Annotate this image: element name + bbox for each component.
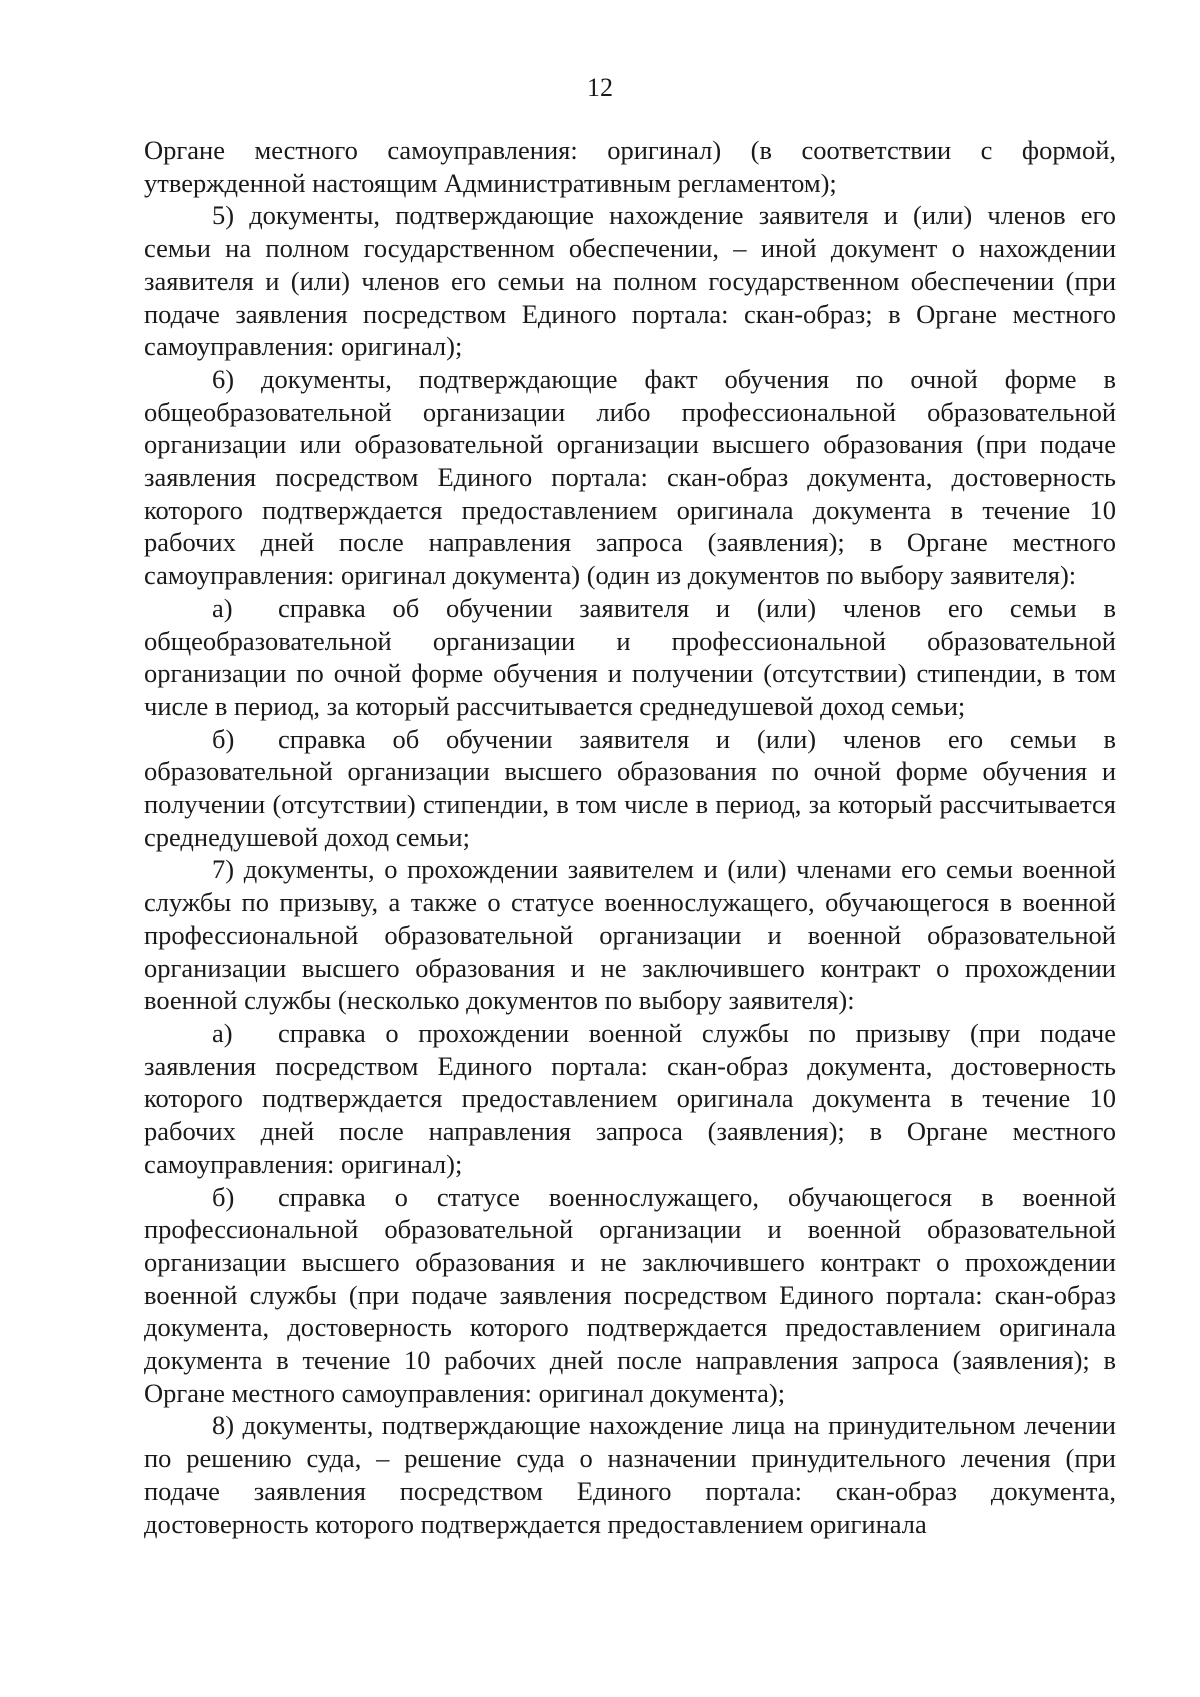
subitem-text: справка об обучении заявителя и (или) членов его семьи в общеобразовательной организации и профессиональной образовательной организации по очной форме обучения и получении (отсутствии) стипендии, в том числе в период, за который рассчитывается среднедушевой доход семьи; xyxy=(144,592,1116,721)
paragraph-item-8 xyxy=(144,1409,1116,1540)
subitem-text: справка о статусе военнослужащего, обучающегося в военной профессиональной образовательной организации и военной образовательной организации высшего образования и не заключившего контракт о прохождении военной службы (при подаче заявления посредством Единого портала: скан-образ документа, достоверность которого подтверждается предоставлением оригинала документа в течение 10 рабочих дней после направления запроса (заявления); в Органе местного самоуправления: оригинал документа); xyxy=(144,1181,1116,1408)
paragraph-item-7 xyxy=(144,853,1116,1017)
page-number: 12 xyxy=(587,73,613,102)
paragraph-item-6 xyxy=(144,363,1116,592)
paragraph-text: 8) документы, подтверждающие нахождение лица на принудительном лечении по решению суда, – решение суда о назначении принудительного лечения (при подаче заявления посредством Единого портала: скан-образ документа, достоверность которого подтверждается предоставлением оригинала xyxy=(144,1410,1116,1539)
subitem-marker: а) xyxy=(212,1017,233,1048)
paragraph-continuation xyxy=(144,134,1116,199)
subitem-7b xyxy=(144,1181,1116,1410)
subitem-7a xyxy=(144,1017,1116,1181)
paragraph-item-5 xyxy=(144,199,1116,363)
paragraph-text: 7) документы, о прохождении заявителем и (или) членами его семьи военной службы по призыву, а также о статусе военнослужащего, обучающегося в военной профессиональной образовательной организации и военной образовательной организации высшего образования и не заключившего контракт о прохождении военной службы (несколько документов по выбору заявителя): xyxy=(144,854,1116,1016)
paragraph-text: Органе местного самоуправления: оригинал) (в соответствии с формой, утвержденной настоящим Административным регламентом); xyxy=(144,135,1116,198)
paragraph-text: 6) документы, подтверждающие факт обучения по очной форме в общеобразовательной организации либо профессиональной образовательной организации или образовательной организации высшего образования (при подаче заявления посредством Единого портала: скан-образ документа, достоверность которого подтверждается предоставлением оригинала документа в течение 10 рабочих дней после направления запроса (заявления); в Органе местного самоуправления: оригинал документа) (один из документов по выбору заявителя): xyxy=(144,363,1116,591)
subitem-marker: а) xyxy=(212,592,233,623)
subitem-text: справка об обучении заявителя и (или) членов его семьи в образовательной организации высшего образования по очной форме обучения и получении (отсутствии) стипендии, в том числе в период, за который рассчитывается среднедушевой доход семьи; xyxy=(144,723,1116,852)
subitem-marker: б) xyxy=(212,1181,235,1212)
subitem-marker: б) xyxy=(212,723,235,754)
subitem-6b xyxy=(144,723,1116,854)
subitem-6a xyxy=(144,592,1116,723)
paragraph-text: 5) документы, подтверждающие нахождение заявителя и (или) членов его семьи на полном государственном обеспечении, – иной документ о нахождении заявителя и (или) членов его семьи на полном государственном обеспечении (при подаче заявления посредством Единого портала: скан-образ; в Органе местного самоуправления: оригинал); xyxy=(144,200,1116,362)
subitem-text: справка о прохождении военной службы по призыву (при подаче заявления посредством Единого портала: скан-образ документа, достоверность которого подтверждается предоставлением оригинала документа в течение 10 рабочих дней после направления запроса (заявления); в Органе местного самоуправления: оригинал); xyxy=(144,1017,1116,1179)
document-body xyxy=(144,134,1116,1540)
